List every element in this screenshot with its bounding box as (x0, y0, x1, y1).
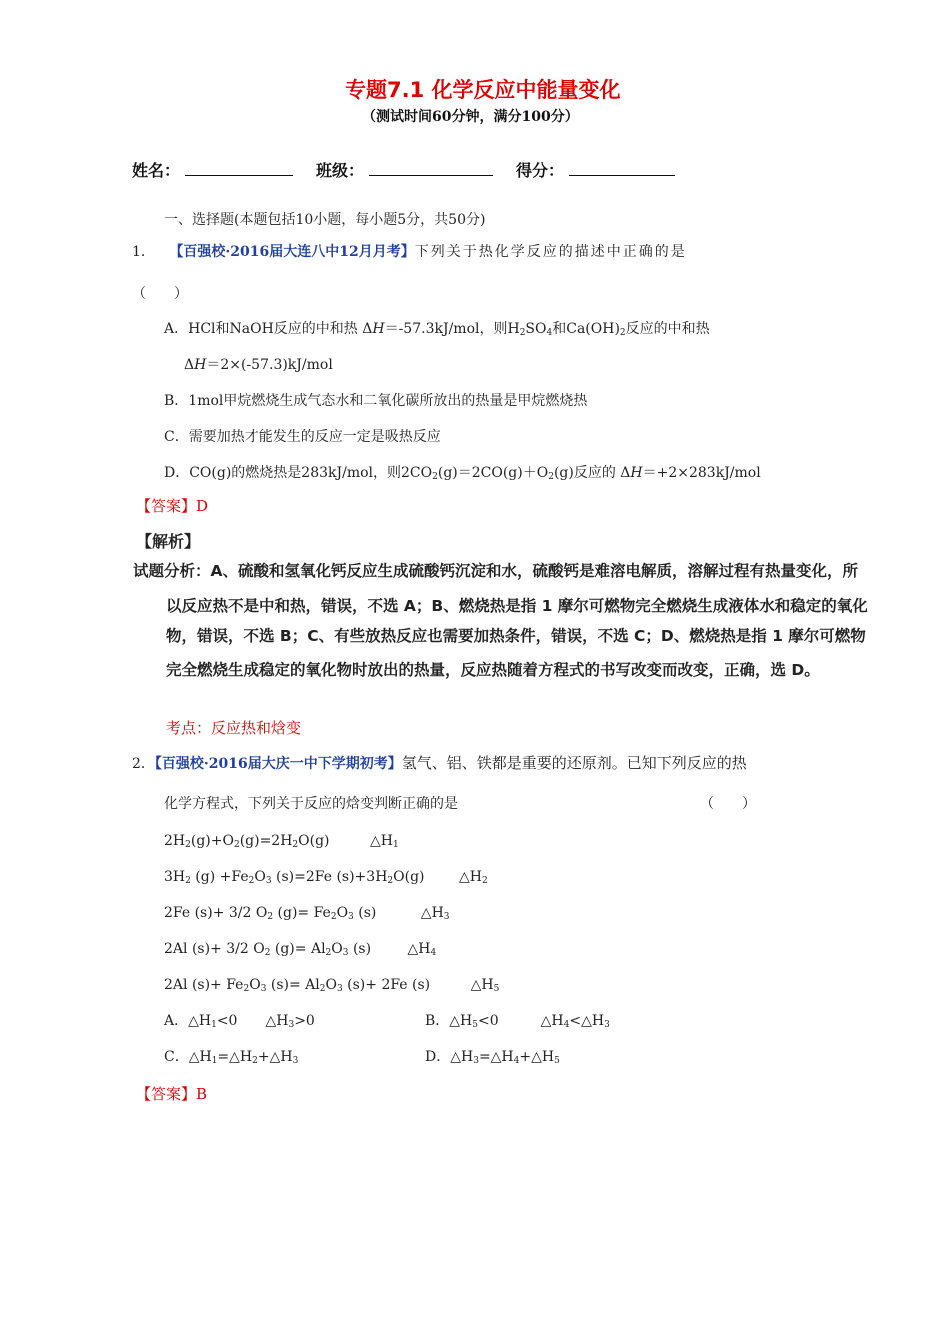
question-text: 下列关于热化学反应的描述中正确的是 (414, 244, 687, 260)
score-label: 得分： (516, 161, 565, 180)
page-subtitle: （测试时间60分钟，满分100分） (362, 109, 579, 125)
option-a: A．HCl和NaOH反应的中和热 ΔH＝-57.3kJ/mol，则$H_2SO_4$和$Ca(OH)_2$反应的中和热 (164, 321, 710, 338)
equation-1: $2H_2(g)+O_2(g)=2H_2O(g)$ $\triangle H_1$ (164, 833, 399, 850)
class-label: 班级： (316, 161, 365, 180)
page-title: 专题7.1 化学反应中能量变化 (345, 78, 621, 102)
answer-paren-2: （ ） (700, 796, 756, 812)
option-d-text-3: (g)反应的 Δ (553, 465, 631, 481)
option-a-delta: Δ (184, 357, 195, 373)
class-blank[interactable] (369, 157, 493, 176)
class-field (316, 157, 493, 181)
analysis-line-1: 试题分析：A、硫酸和氢氧化钙反应生成硫酸钙沉淀和水，硫酸钙是难溶电解质，溶解过程有热量变化，所 (133, 562, 858, 580)
option-d-text-1: D．CO(g)的燃烧热是283kJ/mol，则2CO (164, 465, 433, 481)
option-a-text-1: A．HCl和NaOH反应的中和热 Δ (164, 321, 373, 337)
option-d-text-4: ＝+2×283kJ/mol (642, 465, 761, 481)
answer-2: 【答案】B (136, 1085, 208, 1103)
question-2-stem-line-2 (164, 795, 458, 813)
option-a-text-5: 反应的中和热 (625, 321, 710, 337)
q2-option-d: D．$\triangle H_3=\triangle H_4+\triangle H_5$ (425, 1049, 560, 1066)
equation-4: 2Al (s)+ 3/2 $O_2$ $(g)= Al_2O_3$ (s) $\triangle H_4$ (164, 941, 437, 958)
q2-option-a: A．$\triangle H_1<0$ $\triangle H_3>0$ (164, 1013, 315, 1030)
option-d: D．CO(g)的燃烧热是283kJ/mol，则$2CO_2(g)=2CO(g)+O_2(g)$反应的 ΔH＝+2×283kJ/mol (164, 465, 761, 482)
question-number: 1． (132, 244, 155, 260)
analysis-heading: 【解析】 (136, 532, 201, 551)
question-2-stem (132, 754, 747, 773)
analysis-line-2: 以反应热不是中和热，错误，不选 A；B、燃烧热是指 1 摩尔可燃物完全燃烧生成液体水和稳定的氧化 (166, 597, 868, 615)
score-field (516, 157, 675, 181)
answer-paren: （ ） (132, 286, 188, 302)
answer-1: 【答案】D (136, 497, 209, 515)
delta-h-symbol: H (630, 465, 643, 481)
score-blank[interactable] (569, 157, 675, 176)
question-source: 【百强校·2016届大连八中12月月考】 (169, 244, 415, 260)
option-b: B．1mol甲烷燃烧生成气态水和二氧化碳所放出的热量是甲烷燃烧热 (164, 393, 588, 409)
question-number: 2． (132, 756, 155, 772)
option-a-text-3: SO (525, 321, 547, 337)
option-a-value: ＝2×(-57.3)kJ/mol (206, 357, 333, 373)
option-a-text-2: ＝-57.3kJ/mol，则H (384, 321, 520, 337)
question-text: 氢气、铝、铁都是重要的还原剂。已知下列反应的热 (401, 754, 747, 772)
analysis-line-3: 物，错误，不选 B；C、有些放热反应也需要加热条件，错误，不选 C；D、燃烧热是指 1 摩尔可燃物 (166, 627, 866, 645)
student-info-row (132, 157, 293, 181)
option-c: C．需要加热才能发生的反应一定是吸热反应 (164, 429, 441, 445)
question-source: 【百强校·2016届大庆一中下学期初考】 (154, 756, 402, 772)
equation-2: $3H_2$ $(g) +Fe_2O_3$ (s)=2Fe $(s)+3H_2O(g)$ $\triangle H_2$ (164, 869, 488, 886)
equation-5: 2Al $(s)+ Fe_2O_3$ $(s)= Al_2O_3$ (s)+ 2Fe (s) $\triangle H_5$ (164, 977, 500, 994)
equation-3: 2Fe (s)+ 3/2 $O_2$ $(g)= Fe_2O_3$ (s) $\triangle H_3$ (164, 905, 450, 922)
option-d-text-2: (g)＝2CO(g)＋O (437, 465, 549, 481)
name-label: 姓名： (132, 161, 181, 180)
delta-h-symbol: H (194, 357, 207, 373)
delta-h-symbol: H (372, 321, 385, 337)
section-heading: 一、选择题(本题包括10小题，每小题5分，共50分) (164, 212, 486, 228)
name-blank[interactable] (185, 157, 293, 176)
option-a-text-4: 和Ca(OH) (552, 321, 620, 337)
question-1-stem (132, 243, 687, 261)
option-a-line-2 (184, 356, 333, 374)
kaodian-note: 考点：反应热和焓变 (166, 719, 302, 737)
q2-option-b: B．$\triangle H_5<0$ $\triangle H_4<\triangle H_3$ (425, 1013, 610, 1030)
q2-option-c: C．$\triangle H_1=\triangle H_2+\triangle H_3$ (164, 1049, 299, 1066)
question-text-2: 化学方程式，下列关于反应的焓变判断正确的是 (164, 796, 458, 812)
analysis-line-4: 完全燃烧生成稳定的氧化物时放出的热量，反应热随着方程式的书写改变而改变，正确，选 D。 (166, 661, 820, 679)
